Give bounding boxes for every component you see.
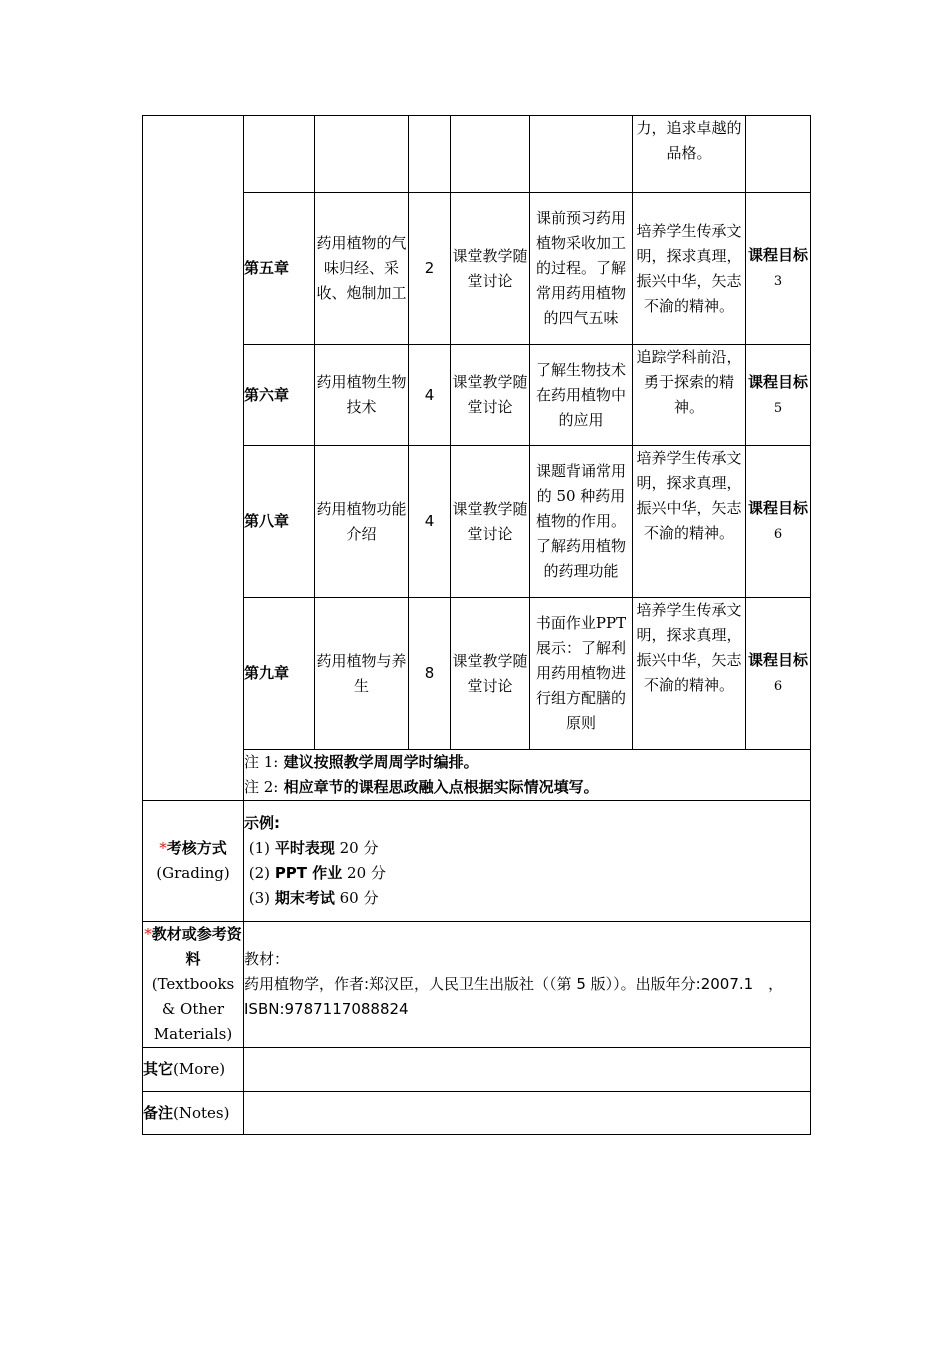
other-row [143,1048,811,1092]
textbook-label: *教材或参考资料 (Textbooks & Other Materials) [143,922,244,1048]
hours-cell: 2 [409,193,451,345]
goal-label: 课程目标 [747,651,808,669]
goal-number: 6 [773,679,783,694]
grading-item: (3) 期末考试 60 分 [248,889,379,907]
goal-label: 课程目标 [747,372,808,391]
remarks-content [244,1092,811,1135]
chapter-cell: 第五章 [244,193,315,345]
other-content [244,1048,811,1092]
requirement-cell: 课前预习药用植物采收加工的过程。了解常用药用植物的四气五味 [530,193,633,345]
method-cell: 课堂教学随堂讨论 [451,345,530,446]
method-cell: 课堂教学随堂讨论 [451,193,530,345]
requirement-cell [530,116,633,193]
method-cell: 课堂教学随堂讨论 [451,446,530,598]
schedule-row [143,345,811,446]
chapter-cell: 第六章 [244,345,315,446]
note-line: 注 2: 相应章节的课程思政融入点根据实际情况填写。 [244,778,599,796]
goal-cell [746,193,811,345]
goal-cell [746,116,811,193]
merged-label-cell [143,116,244,801]
textbook-entry: 药用植物学，作者:郑汉臣，人民卫生出版社（（第 5 版））。出版年分:2007.1 ， [244,975,784,993]
grading-intro: 示例: [244,814,280,832]
chapter-cell: 第九章 [244,598,315,750]
note-line: 注 1: 建议按照教学周周学时编排。 [244,753,479,771]
requirement-cell: 了解生物技术在药用植物中的应用 [530,345,633,446]
goal-cell [746,345,811,446]
ideology-cell: 培养学生传承文明，探求真理，振兴中华，矢志不渝的精神。 [633,598,746,750]
syllabus-table [142,115,811,1135]
notes-row [143,750,811,801]
goal-number: 6 [773,527,783,542]
grading-item: (2) PPT 作业 20 分 [248,864,386,882]
textbook-isbn: ISBN:9787117088824 [244,1000,409,1018]
hours-cell: 4 [409,345,451,446]
notes-cell [244,750,811,801]
schedule-row [143,598,811,750]
remarks-label: 备注(Notes) [143,1092,244,1135]
goal-label: 课程目标 [747,246,808,264]
grading-label: *考核方式 (Grading) [143,801,244,922]
hours-cell [409,116,451,193]
goal-label: 课程目标 [747,499,808,517]
method-cell [451,116,530,193]
goal-cell [746,446,811,598]
grading-item: (1) 平时表现 20 分 [248,839,379,857]
topic-cell [315,116,409,193]
goal-number: 3 [773,274,783,289]
requirement-cell: 书面作业PPT 展示：了解利用药用植物进行组方配膳的原则 [530,598,633,750]
ideology-cell: 培养学生传承文明，探求真理，振兴中华，矢志不渝的精神。 [633,193,746,345]
textbook-content [244,922,811,1048]
schedule-row [143,193,811,345]
requirement-cell: 课题背诵常用的 50 种药用植物的作用。了解药用植物的药理功能 [530,446,633,598]
other-label: 其它(More) [143,1048,244,1092]
chapter-cell [244,116,315,193]
topic-cell: 药用植物功能介绍 [315,446,409,598]
schedule-row [143,446,811,598]
ideology-cell: 力，追求卓越的品格。 [633,116,746,193]
textbook-heading: 教材： [244,950,290,968]
topic-cell: 药用植物生物技术 [315,345,409,446]
ideology-cell: 追踪学科前沿，勇于探索的精神。 [633,345,746,446]
grading-row [143,801,811,922]
hours-cell: 8 [409,598,451,750]
hours-cell: 4 [409,446,451,598]
chapter-cell: 第八章 [244,446,315,598]
method-cell: 课堂教学随堂讨论 [451,598,530,750]
textbook-row [143,922,811,1048]
schedule-row [143,116,811,193]
remarks-row [143,1092,811,1135]
goal-number: 5 [773,400,783,416]
topic-cell: 药用植物的气味归经、采收、炮制加工 [315,193,409,345]
goal-cell [746,598,811,750]
topic-cell: 药用植物与养生 [315,598,409,750]
grading-content [244,801,811,922]
ideology-cell: 培养学生传承文明，探求真理，振兴中华，矢志不渝的精神。 [633,446,746,598]
